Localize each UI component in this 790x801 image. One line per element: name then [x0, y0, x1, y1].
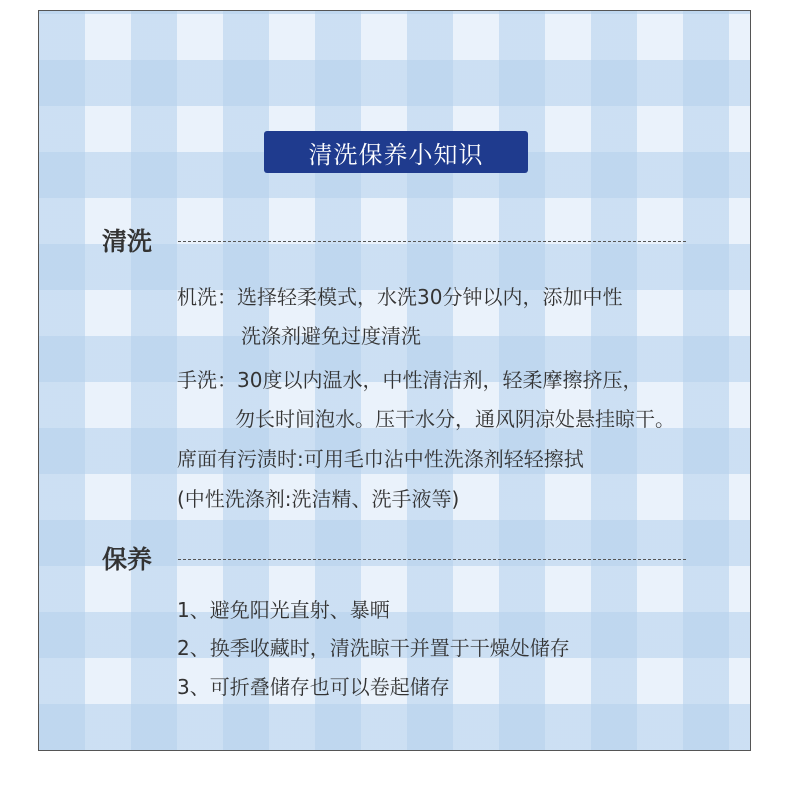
page-title-text: 清洗保养小知识 — [308, 140, 484, 169]
care-divider — [178, 559, 686, 560]
wash-line-machine: 机洗：选择轻柔模式，水洗30分钟以内，添加中性 — [177, 285, 623, 309]
wash-line-hand: 手洗：30度以内温水，中性清洁剂，轻柔摩擦挤压， — [177, 368, 643, 392]
wash-line-machine-cont: 洗涤剂避免过度清洗 — [241, 324, 421, 348]
care-item-1: 1、避免阳光直射、暴晒 — [177, 598, 390, 622]
wash-line-detergent-note: (中性洗涤剂:洗洁精、洗手液等) — [177, 487, 460, 511]
wash-line-stain: 席面有污渍时:可用毛巾沾中性洗涤剂轻轻擦拭 — [177, 447, 584, 471]
care-heading: 保养 — [102, 545, 153, 574]
wash-heading: 清洗 — [102, 227, 153, 256]
care-item-2: 2、换季收藏时，清洗晾干并置于干燥处储存 — [177, 636, 570, 660]
wash-divider — [178, 241, 686, 242]
wash-line-hand-cont: 勿长时间泡水。压干水分，通风阴凉处悬挂晾干。 — [235, 407, 675, 431]
page-title — [264, 131, 528, 173]
care-item-3: 3、可折叠储存也可以卷起储存 — [177, 675, 450, 699]
